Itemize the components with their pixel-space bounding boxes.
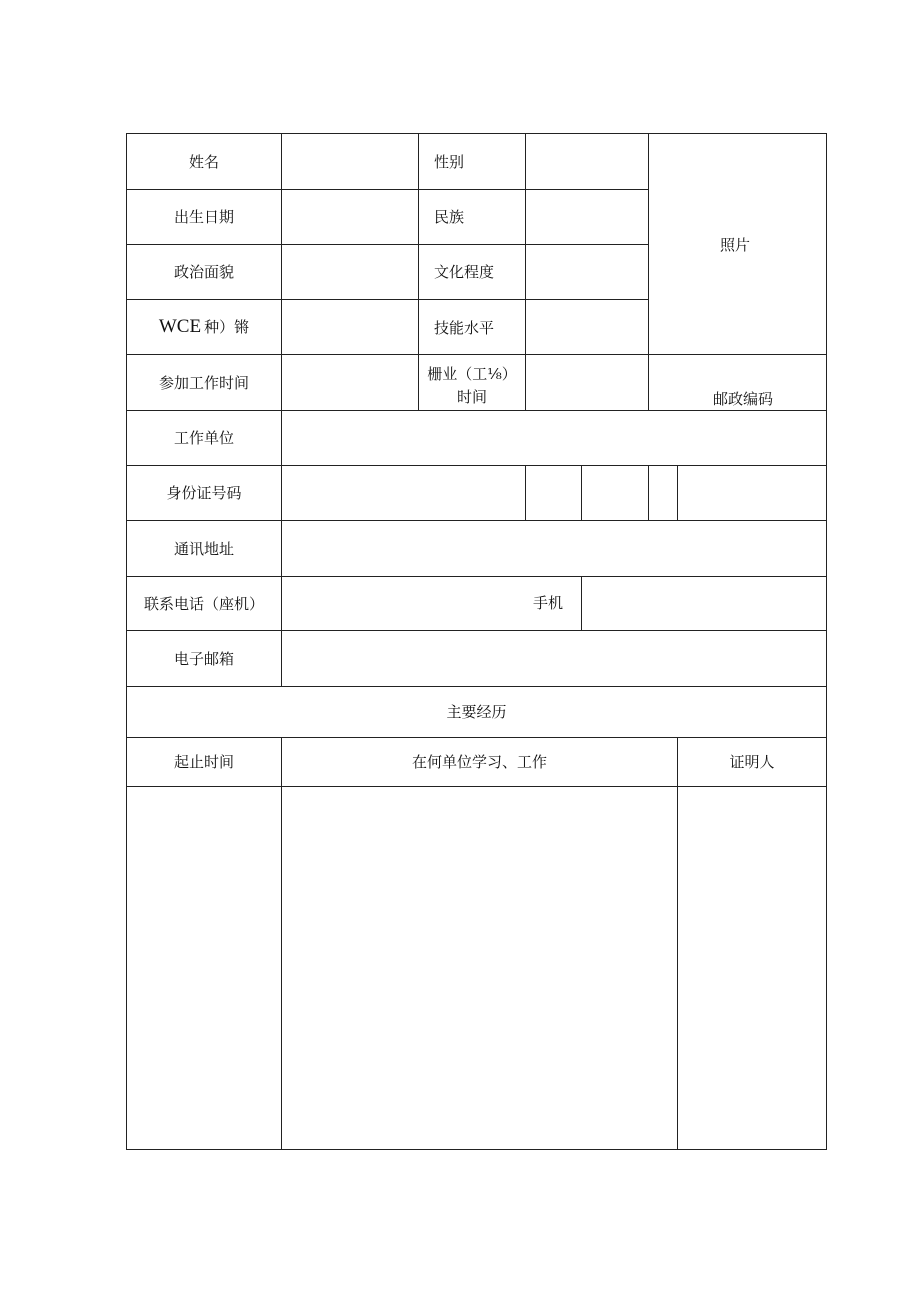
witness-header: 证明人 bbox=[729, 753, 775, 771]
gender-label: 性别 bbox=[434, 153, 465, 171]
skill-level-label: 技能水平 bbox=[434, 319, 495, 337]
place-header: 在何单位学习、工作 bbox=[411, 753, 547, 771]
work-start-field[interactable] bbox=[282, 355, 418, 410]
photo-area[interactable] bbox=[649, 134, 826, 354]
landline-field[interactable] bbox=[282, 577, 532, 630]
witness-entry-field[interactable] bbox=[678, 787, 826, 1149]
occupation-label-cjk: 种）锵 bbox=[204, 318, 250, 336]
education-field[interactable] bbox=[526, 245, 648, 299]
id-number-box[interactable] bbox=[649, 466, 677, 520]
education-label: 文化程度 bbox=[434, 263, 495, 281]
mobile-field[interactable] bbox=[582, 577, 826, 630]
email-field[interactable] bbox=[282, 631, 826, 686]
political-status-label: 政治面貌 bbox=[173, 263, 234, 281]
employer-label: 工作单位 bbox=[173, 429, 234, 447]
name-label: 姓名 bbox=[188, 152, 219, 171]
id-number-box[interactable] bbox=[678, 466, 826, 520]
postcode-label: 邮政编码 bbox=[713, 390, 774, 408]
ethnicity-field[interactable] bbox=[526, 190, 648, 244]
experience-section-title: 主要经历 bbox=[446, 703, 507, 721]
gender-field[interactable] bbox=[526, 134, 648, 189]
mobile-label: 手机 bbox=[533, 594, 564, 612]
table-border-bottom bbox=[126, 1149, 827, 1150]
place-entry-field[interactable] bbox=[282, 787, 677, 1149]
occupation-label bbox=[127, 300, 281, 354]
occupation-label-latin: WCE bbox=[158, 316, 202, 337]
name-field[interactable] bbox=[282, 134, 418, 189]
period-header: 起止时间 bbox=[173, 753, 234, 771]
ethnicity-label: 民族 bbox=[434, 208, 465, 226]
birth-date-field[interactable] bbox=[282, 190, 418, 244]
email-label: 电子邮箱 bbox=[173, 649, 234, 668]
address-field[interactable] bbox=[282, 521, 826, 576]
table-border-right bbox=[826, 133, 827, 1150]
industry-time-field[interactable] bbox=[526, 355, 648, 410]
political-status-field[interactable] bbox=[282, 245, 418, 299]
industry-time-label-line1: 栅业（工⅛） bbox=[427, 365, 517, 383]
birth-date-label: 出生日期 bbox=[173, 208, 234, 226]
id-number-box[interactable] bbox=[526, 466, 581, 520]
photo-label: 照片 bbox=[720, 236, 751, 254]
work-start-label: 参加工作时间 bbox=[158, 373, 249, 392]
industry-time-label-line2: 时间 bbox=[456, 388, 487, 406]
period-entry-field[interactable] bbox=[127, 787, 281, 1149]
id-number-box[interactable] bbox=[582, 466, 648, 520]
skill-level-field[interactable] bbox=[526, 300, 648, 354]
address-label: 通讯地址 bbox=[173, 539, 234, 558]
id-number-field[interactable] bbox=[282, 466, 525, 520]
occupation-field[interactable] bbox=[282, 300, 418, 354]
landline-label: 联系电话（座机） bbox=[143, 594, 264, 613]
employer-field[interactable] bbox=[282, 411, 826, 465]
industry-time-label bbox=[419, 364, 525, 408]
id-number-label: 身份证号码 bbox=[166, 484, 242, 502]
